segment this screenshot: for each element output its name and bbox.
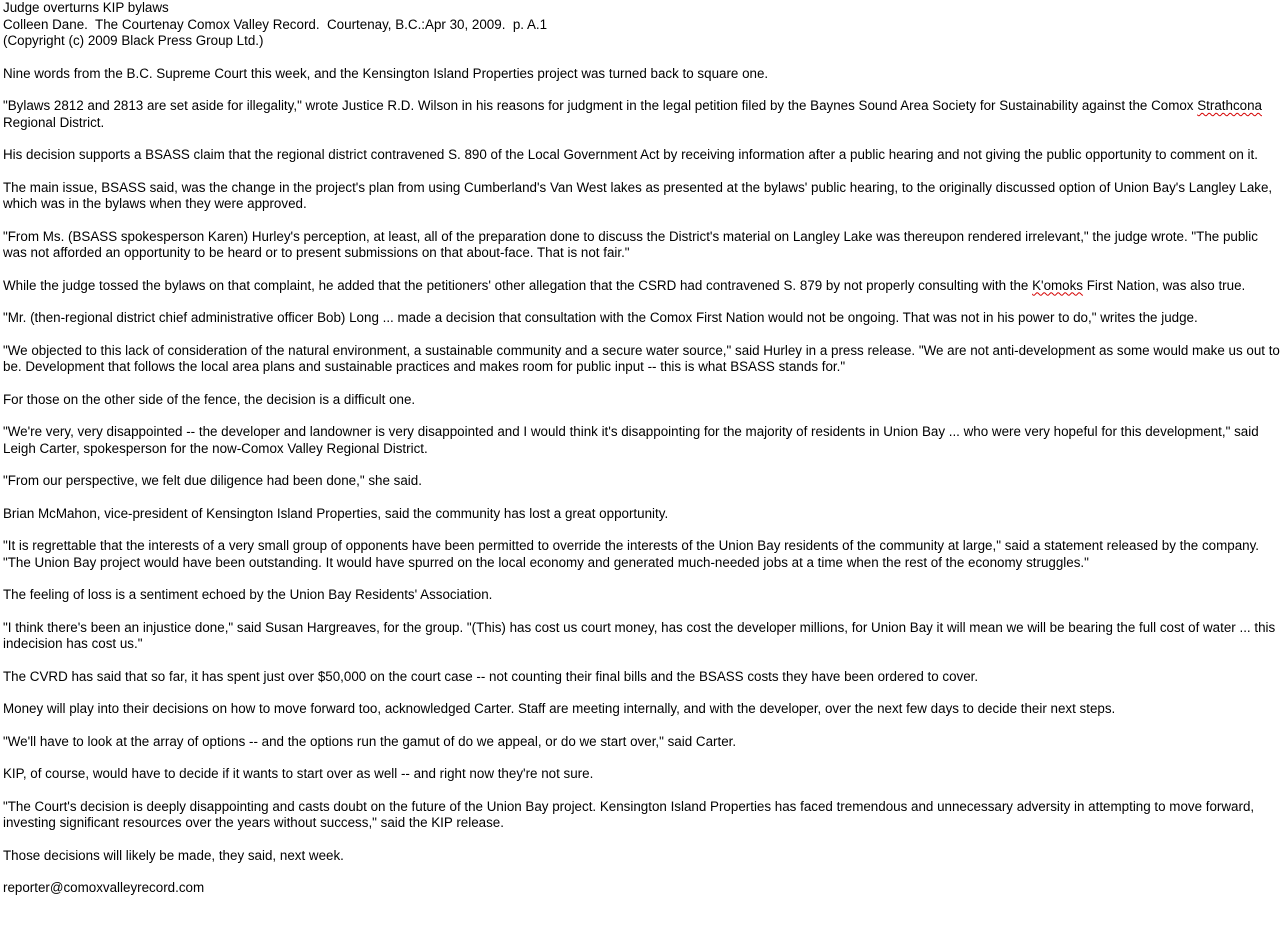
paragraph: KIP, of course, would have to decide if it wants to start over as well -- and right now they're not sure. [3,766,594,781]
paragraph-text: While the judge tossed the bylaws on that complaint, he added that the petitioners' other allegation that the CSRD had contravened S. 879 by not properly consulting with the [3,277,1033,293]
byline: Colleen Dane. The Courtenay Comox Valley Record. Courtenay, B.C.:Apr 30, 2009. p. A.1 [3,16,548,32]
spellcheck-flagged-word[interactable]: K'omoks [1032,277,1084,293]
reporter-email[interactable]: reporter@comoxvalleyrecord.com [3,880,205,895]
paragraph: "We'll have to look at the array of options -- and the options run the gamut of do we appeal, or do we start over," said Carter. [3,733,737,749]
paragraph: The feeling of loss is a sentiment echoed by the Union Bay Residents' Association. [3,587,493,602]
paragraph: The main issue, BSASS said, was the change in the project's plan from using Cumberland's Van West lakes as presented at the bylaws' public hearing, to the originally discussed option of Union Bay's Langley Lake, which was in the bylaws when they were approved. [3,179,1273,211]
spellcheck-flagged-word[interactable]: Strathcona [1197,98,1262,113]
paragraph: "It is regrettable that the interests of a very small group of opponents have been permitted to override the interests of the Union Bay residents of the community at large," said a statement released by the company. "The Union Bay project would have been outstanding. It would have spurred on the local economy and generated much-needed jobs at a time when the rest of the economy struggles." [3,538,1260,570]
article-header [3,0,1285,50]
paragraph: The CVRD has said that so far, it has spent just over $50,000 on the court case -- not counting their final bills and the BSASS costs they have been ordered to cover. [3,668,979,684]
paragraph: For those on the other side of the fence, the decision is a difficult one. [3,391,416,407]
paragraph: "I think there's been an injustice done," said Susan Hargreaves, for the group. "(This) has cost us court money, has cost the developer millions, for Union Bay it will mean we will be bearing the full cost of water ... this indecision has cost us." [3,619,1276,651]
paragraph: "We objected to this lack of consideration of the natural environment, a sustainable community and a secure water source," said Hurley in a press release. "We are not anti-development as some would make us out to be. Development that follows the local area plans and sustainable practices and makes room for public input -- this is what BSASS stands for." [3,342,1280,374]
paragraph-text: First Nation, was also true. [1083,277,1246,293]
paragraph: Those decisions will likely be made, they said, next week. [3,847,344,863]
paragraph: Nine words from the B.C. Supreme Court this week, and the Kensington Island Properties project was turned back to square one. [3,65,769,81]
copyright-notice: (Copyright (c) 2009 Black Press Group Ltd.) [3,33,264,48]
paragraph: Money will play into their decisions on how to move forward too, acknowledged Carter. Staff are meeting internally, and with the developer, over the next few days to decide their next steps. [3,701,1116,716]
paragraph: "We're very, very disappointed -- the developer and landowner is very disappointed and I would think it's disappointing for the majority of residents in Union Bay ... who were very hopeful for this development," said Leigh Carter, spokesperson for the now-Comox Valley Regional District. [3,424,1259,456]
paragraph: "From our perspective, we felt due diligence had been done," she said. [3,473,422,488]
paragraph-text: Regional District. [3,114,105,130]
article-document [3,0,1285,913]
paragraph: "Mr. (then-regional district chief administrative officer Bob) Long ... made a decision that consultation with the Comox First Nation would not be ongoing. That was not in his power to do," writes the judge. [3,310,1198,325]
headline: Judge overturns KIP bylaws [3,0,169,15]
article-body [3,66,1285,897]
paragraph [3,98,1285,131]
paragraph: Brian McMahon, vice-president of Kensington Island Properties, said the community has lost a great opportunity. [3,505,669,521]
paragraph: "From Ms. (BSASS spokesperson Karen) Hurley's perception, at least, all of the preparation done to discuss the District's material on Langley Lake was thereupon rendered irrelevant," the judge wrote. "The public was not afforded an opportunity to be heard or to present submissions on that about-face. That is not fair." [3,228,1258,260]
paragraph [3,278,1285,295]
paragraph: His decision supports a BSASS claim that the regional district contravened S. 890 of the Local Government Act by receiving information after a public hearing and not giving the public opportunity to comment on it. [3,147,1258,162]
paragraph-text: "Bylaws 2812 and 2813 are set aside for illegality," wrote Justice R.D. Wilson in his reasons for judgment in the legal petition filed by the Baynes Sound Area Society for Sustainability against the Comox [3,98,1198,113]
paragraph: "The Court's decision is deeply disappointing and casts doubt on the future of the Union Bay project. Kensington Island Properties has faced tremendous and unnecessary adversity in attempting to move forward, investing significant resources over the years without success," said the KIP release. [3,798,1255,830]
